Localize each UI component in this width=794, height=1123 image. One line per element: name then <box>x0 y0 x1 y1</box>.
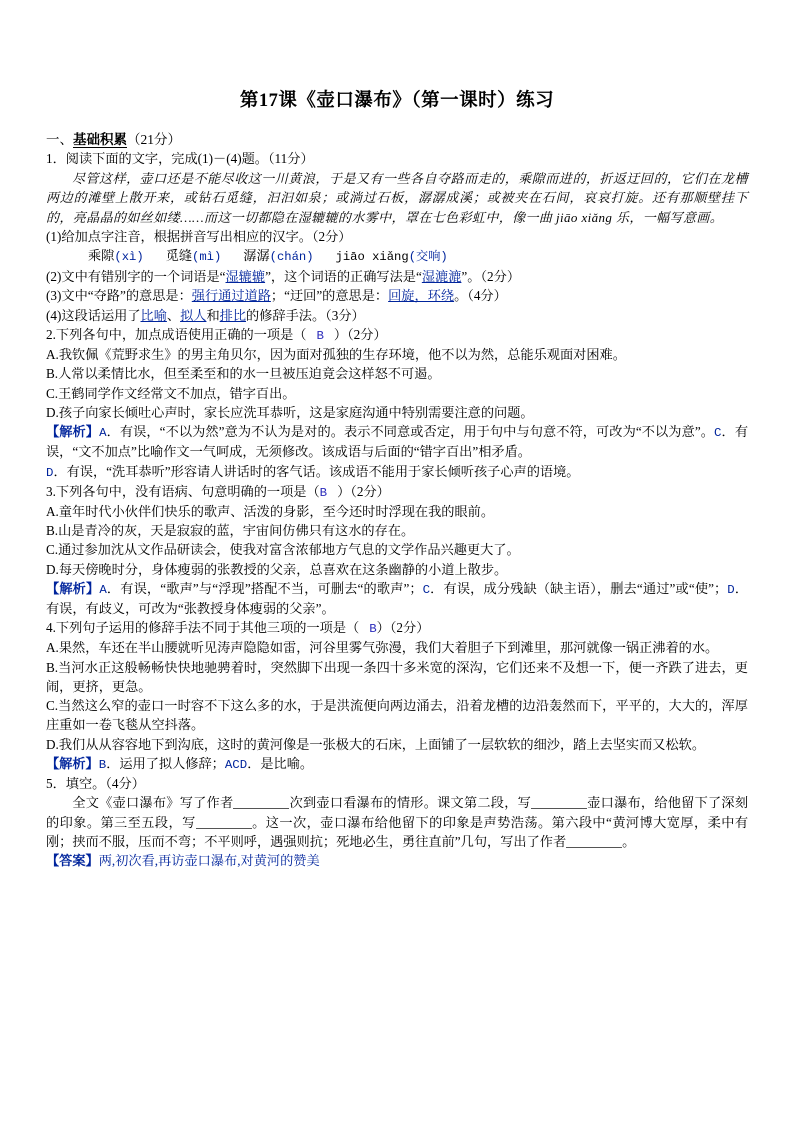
explanation-option: D <box>727 582 735 597</box>
question-3-option: D.每天傍晚时分，身体瘦弱的张教授的父亲，总喜欢在这条幽静的小道上散步。 <box>46 561 508 577</box>
explanation-text: ．有误，“文不加点”比喻作文一气呵成，无须修改。该成语与后面的“错字百出”相矛盾。 <box>46 424 749 460</box>
question-3-explanation <box>46 579 748 618</box>
explanation-text: ．运用了拟人修辞； <box>106 755 225 771</box>
question-1-stem <box>46 149 748 168</box>
explanation-option: C <box>714 426 722 441</box>
explanation-text: ．是比喻。 <box>247 755 314 771</box>
question-2-answer: B <box>316 328 324 343</box>
question-1-pinyin-row <box>46 246 748 267</box>
q5-part-3: 壶口瀑布，给他留下了深刻的印象。第三至五段，写 <box>46 795 749 830</box>
sub-2-prefix: (2)文中有错别字的一个词语是 <box>46 269 220 285</box>
explanation-option: A <box>99 426 107 441</box>
question-4-answer: B <box>369 622 377 637</box>
question-1-sub-1-label: (1)给加点字注音，根据拼音写出相应的汉字。（2分） <box>46 229 352 245</box>
pinyin-item-answer: (mì) <box>192 250 222 265</box>
pinyin-item-word: jiāo xiǎng <box>335 250 409 265</box>
pinyin-item-answer: (chán) <box>269 250 314 265</box>
pinyin-item-answer: (交响) <box>408 250 448 265</box>
pinyin-item-word: 潺潺 <box>243 248 270 264</box>
question-4-option: D.我们从从容容地下到沟底，这时的黄河像是一张极大的石床，上面铺了一层软软的细沙，踏上去坚实而又松软。 <box>46 736 706 752</box>
section-heading <box>46 130 748 150</box>
sub-4-answer-2: 拟人 <box>180 307 207 323</box>
explanation-option: A <box>99 582 107 597</box>
explanation-text: ．有误，成分残缺（缺主语），删去“通过”或“使”； <box>430 580 728 596</box>
q5-part-5: 。 <box>622 833 636 849</box>
explanation-tag: 【解析】 <box>46 580 100 596</box>
question-1-sub-4 <box>46 306 748 325</box>
section-heading-score: （21分） <box>127 131 181 147</box>
sub-3-answer-2: 回旋，环绕 <box>388 288 455 304</box>
answer-tag: 【答案】 <box>46 853 99 869</box>
sub-3-middle: ；“迂回”的意思是： <box>270 288 389 304</box>
explanation-option: ACD <box>224 757 248 772</box>
question-1-sub-2: (2)文中有错别字的一个词语是“湿辘辘”，这个词语的正确写法是“湿漉漉”。（2分） <box>46 269 521 285</box>
question-1-number: 1． <box>46 151 66 167</box>
question-2-suffix: ）（2分） <box>333 326 387 342</box>
sub-2-middle: ，这个词语的正确写法是 <box>270 269 416 285</box>
explanation-option: C <box>422 582 431 597</box>
sub-3-suffix: 。（4分） <box>454 288 507 304</box>
answer-text: 两,初次看,再访壶口瀑布,对黄河的赞美 <box>98 853 320 869</box>
question-3-option: A.童年时代小伙伴们快乐的歌声、活泼的身影，至今还时时浮现在我的眼前。 <box>46 503 495 519</box>
sub-4-answer-3: 排比 <box>219 307 247 323</box>
question-2-explanation-cont <box>46 462 748 482</box>
question-2-option: A.我钦佩《荒野求生》的男主角贝尔，因为面对孤独的生存环境，他不以为然，总能乐观面对困难。 <box>46 347 626 363</box>
question-1-passage: 尽管这样，壶口还是不能尽收这一川黄浪，于是又有一些各自夺路而走的，乘隙而进的，折返迂回的，它们在龙槽两边的滩壁上散开来，或钻石觅缝，汩汩如泉；或淌过石板，潺潺成溪；或被夹在石间，哀哀打旋。还有那顺壁挂下的，亮晶晶的如丝如缕……而这一切都隐在湿辘辘的水雾中，罩在七色彩虹中，像一曲 jiāo xiǎng 乐，一幅写意画。 <box>46 170 748 225</box>
fill-blank[interactable] <box>531 808 587 809</box>
question-4-explanation <box>46 754 748 774</box>
sub-4-suffix: 的修辞手法。（3分） <box>246 307 365 323</box>
explanation-text: ．有误，“洗耳恭听”形容请人讲话时的客气话。该成语不能用于家长倾听孩子心声的语境。 <box>53 463 580 479</box>
question-3-prefix: 3.下列各句中，没有语病、句意明确的一项是（ <box>46 483 320 499</box>
q5-part-2: 次到壶口看瀑布的情形。课文第二段，写 <box>289 795 532 811</box>
pinyin-item-word: 觅缝 <box>165 248 193 264</box>
question-2-option: B.人常以柔情比水，但至柔至和的水一旦被压迫竟会这样怒不可遏。 <box>46 366 441 382</box>
question-2-option: D.孩子向家长倾吐心声时，家长应洗耳恭听，这是家庭沟通中特别需要注意的问题。 <box>46 404 534 420</box>
section-heading-label: 基础积累 <box>73 131 127 147</box>
question-2-stem <box>46 325 748 345</box>
question-3-option: B.山是青冷的灰，天是寂寂的蓝，宇宙间仿佛只有这水的存在。 <box>46 522 415 538</box>
question-3-suffix: ）（2分） <box>337 483 390 499</box>
q5-part-1: 全文《壶口瀑布》写了作者 <box>72 795 234 811</box>
question-3-stem <box>46 482 748 502</box>
sub-2-correct-word: 湿漉漉 <box>421 269 462 285</box>
question-3-answer: B <box>319 485 328 500</box>
q5-part-4: 。这一次，壶口瀑布给他留下的印象是声势浩荡。第六段中“黄河博大宽厚，柔中有刚；挟而不服，压而不弯；不平则呼，遇强则抗；死地必生，勇往直前”几句，写出了作者 <box>46 814 749 849</box>
sub-2-suffix: 。（2分） <box>467 269 521 285</box>
fill-blank[interactable] <box>233 808 289 809</box>
explanation-tag: 【解析】 <box>46 424 100 440</box>
sub-4-answer-1: 比喻 <box>140 307 167 323</box>
sub-4-separator: 、 <box>166 307 181 323</box>
fill-blank[interactable] <box>566 847 622 848</box>
question-4-suffix: ）（2分） <box>376 620 430 636</box>
question-4-option: A.果然，车还在半山腰就听见涛声隐隐如雷，河谷里雾气弥漫，我们大着胆子下到滩里，那河就像一锅正沸着的水。 <box>46 640 719 656</box>
question-1-text: 阅读下面的文字，完成(1)－(4)题。（11分） <box>65 151 314 167</box>
fill-blank[interactable] <box>196 828 252 829</box>
question-5-answer <box>46 851 748 870</box>
question-4-stem <box>46 618 748 638</box>
explanation-option: B <box>98 757 107 772</box>
pinyin-item-answer: (xì) <box>114 250 144 265</box>
question-2-prefix: 2.下列各句中，加点成语使用正确的一项是（ <box>46 326 307 342</box>
sub-2-wrong-word: 湿辘辘 <box>225 269 266 285</box>
question-3-option: C.通过参加沈从文作品研读会，使我对富含浓郁地方气息的文学作品兴趣更大了。 <box>46 542 520 558</box>
sub-4-separator: 和 <box>206 307 220 323</box>
question-4-option: C.当然这么窄的壶口一时容不下这么多的水，于是洪流便向两边涌去，沿着龙槽的边沿轰然而下，平平的，大大的，浑厚庄重如一卷飞毯从空抖落。 <box>46 698 748 733</box>
explanation-text: ．有误，“不以为然”意为不认为是对的。表示不同意或否定，用于句中与句意不符，可改为“不以为意”。 <box>106 424 715 440</box>
section-heading-prefix: 一、 <box>46 131 73 147</box>
explanation-text: ．有误，“歌声”与“浮现”搭配不当，可删去“的歌声”； <box>106 580 423 596</box>
sub-3-prefix: (3)文中“夺路”的意思是： <box>46 288 192 304</box>
sub-4-prefix: (4)这段话运用了 <box>46 307 141 323</box>
question-2-option: C.王鹤同学作文经常文不加点，错字百出。 <box>46 385 296 401</box>
sub-3-answer-1: 强行通过道路 <box>191 288 271 304</box>
question-1-sub-3 <box>46 286 748 305</box>
pinyin-item-word: 乘隙 <box>88 248 115 264</box>
explanation-text: ．有误，有歧义，可改为“张教授身体瘦弱的父亲”。 <box>46 580 749 616</box>
question-5-stem: 5．填空。（4分） <box>46 775 145 791</box>
page-title: 第17课《壶口瀑布》（第一课时）练习 <box>239 91 555 111</box>
question-2-explanation <box>46 422 748 461</box>
explanation-tag: 【解析】 <box>46 755 99 771</box>
explanation-option: D <box>46 465 54 480</box>
question-4-option: B.当河水正这般畅畅快快地驰骋着时，突然脚下出现一条四十多米宽的深沟，它们还来不及想一下，便一齐跌了进去，更闹，更挤，更急。 <box>46 659 748 694</box>
question-4-prefix: 4.下列句子运用的修辞手法不同于其他三项的一项是（ <box>46 620 360 636</box>
question-5-body <box>46 793 748 851</box>
